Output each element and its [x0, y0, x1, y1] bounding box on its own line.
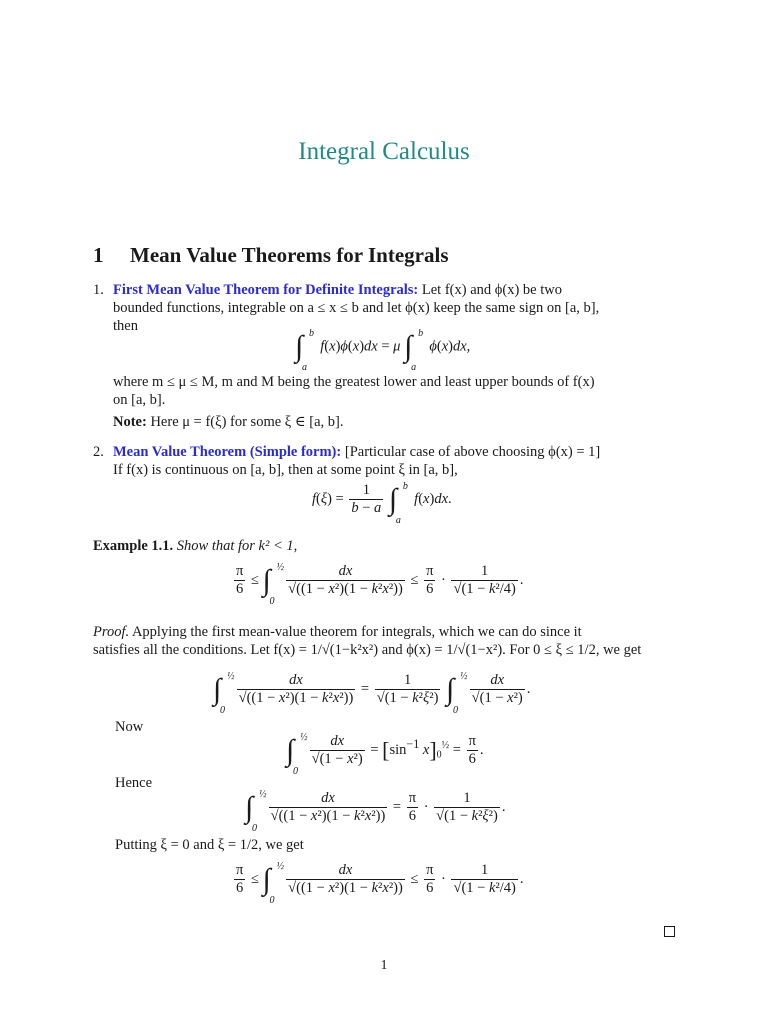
proof-line1: Applying the first mean-value theorem for integrals, which we can do since it: [131, 624, 582, 640]
item1-equation: ∫ b a f(x)ϕ(x)dx = μ ∫ b a ϕ(x)dx,: [295, 328, 471, 373]
item2-equation: f(ξ) = $\frac{1}{b - a}$ ∫ b a f(x)dx.: [312, 480, 452, 526]
item1-line2: bounded functions, integrable on a ≤ x ≤ b and let ϕ(x) keep the same sign on [a, b],: [113, 300, 600, 316]
proof-hence: Hence: [115, 775, 153, 791]
proof-eq3: ∫ ½ 0 $\frac{dx}{\text{√((1 − x²)(1 − k²x²))}}$ = $\frac{\pi}{6}$ · $\frac{1}{\text{√(1 − k²ξ²)}}$ .: [245, 788, 506, 834]
proof-putting: Putting ξ = 0 and ξ = 1/2, we get: [115, 837, 304, 853]
example-equation: $\frac{\pi}{6}$ ≤ ∫ ½ 0 $\frac{dx}{\text{√((1 − x²)(1 − k²x²))}}$ ≤ $\frac{\pi}{6}$ · $\frac{1}{\text{√(1 − k²/4)}}$ .: [236, 561, 524, 607]
item2-heading: Mean Value Theorem (Simple form):: [113, 444, 342, 460]
item1-after2: on [a, b].: [113, 392, 166, 408]
item1-line1: Let f(x) and ϕ(x) be two: [421, 282, 562, 298]
section-number: 1: [93, 243, 104, 267]
proof-eq2: ∫ ½ 0 $\frac{dx}{\text{√(1 − x²)}}$ = [$\sin^{-1}$ $x]_0^{\frac{1}{2}}$ = $\frac{\pi}{6}$ .: [286, 731, 484, 777]
qed-box-icon: [664, 926, 675, 937]
example-statement: Show that for k² < 1,: [176, 538, 298, 554]
item1-line3: then: [113, 318, 138, 334]
page-number: 1: [380, 958, 388, 973]
item1-after1: where m ≤ μ ≤ M, m and M being the greatest lower and least upper bounds of f(x): [113, 374, 595, 390]
note-text: Here μ = f(ξ) for some ξ ∈ [a, b].: [150, 414, 344, 430]
item2-first-line: [113, 443, 600, 461]
item2-line1: [Particular case of above choosing ϕ(x) = 1]: [344, 444, 601, 460]
proof-now: Now: [115, 719, 144, 735]
item2-number: 2.: [93, 444, 104, 460]
page-title: Integral Calculus: [298, 138, 470, 165]
item1-first-line: [113, 281, 675, 299]
example-label: Example 1.1.: [93, 538, 174, 554]
equation-sources: [0, 0, 1, 1]
proof-label: Proof.: [93, 624, 130, 640]
section-title: Mean Value Theorems for Integrals: [130, 243, 449, 267]
proof-first-line: [93, 623, 582, 641]
item2-line2: If f(x) is continuous on [a, b], then at some point ξ in [a, b],: [113, 462, 458, 478]
item1-number: 1.: [93, 282, 104, 298]
proof-eq4: $\frac{\pi}{6}$ ≤ ∫ ½ 0 $\frac{dx}{\text{√((1 − x²)(1 − k²x²))}}$ ≤ $\frac{\pi}{6}$ · $\frac{1}{\text{√(1 − k²/4)}}$ .: [236, 860, 524, 906]
section-heading: [93, 243, 449, 268]
proof-eq1: ∫ ½ 0 $\frac{dx}{\text{√((1 − x²)(1 − k²x²))}}$ = $\frac{1}{\text{√(1 − k²ξ²)}}$ ∫ ½ 0 $\frac{dx}{\text{√(1 − x²)}}$ .: [213, 670, 531, 716]
example-line: [93, 537, 297, 555]
proof-line2: satisfies all the conditions. Let f(x) = 1/√(1−k²x²) and ϕ(x) = 1/√(1−x²). For 0 ≤ ξ ≤ 1/2, we get: [93, 642, 642, 658]
item1-equation-text: [0, 0, 1, 1]
note-label: Note:: [113, 414, 147, 430]
item1-note: [113, 413, 343, 431]
item1-heading: First Mean Value Theorem for Definite Integrals:: [113, 282, 419, 298]
